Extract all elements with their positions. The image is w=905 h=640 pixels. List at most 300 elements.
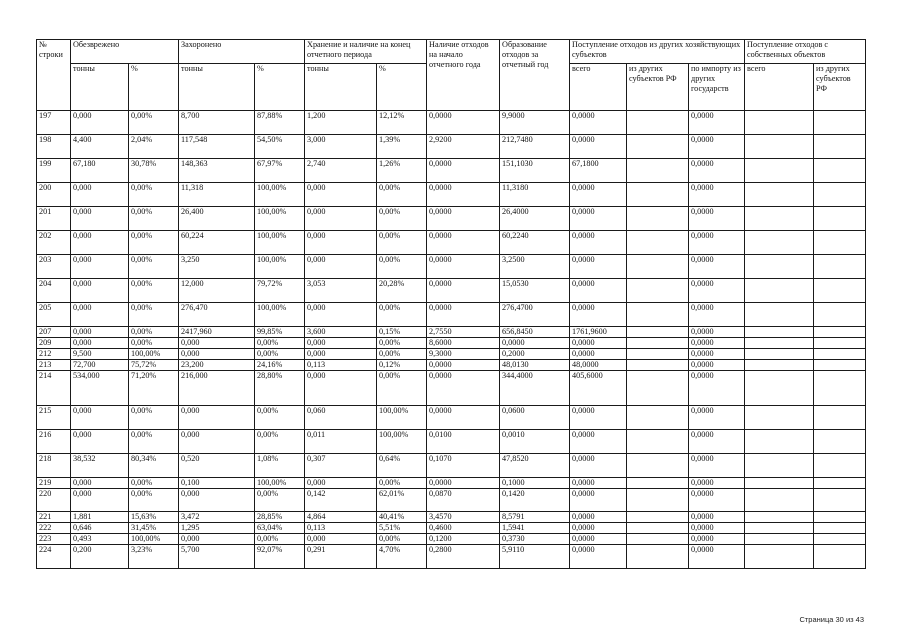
table-cell (745, 349, 814, 360)
table-cell: 0,0000 (427, 111, 500, 135)
table-cell: 0,000 (305, 478, 377, 489)
table-cell: 0,1000 (500, 478, 570, 489)
table-cell (627, 111, 689, 135)
table-cell (745, 534, 814, 545)
table-row (37, 478, 866, 489)
table-cell (814, 349, 866, 360)
table-row (37, 523, 866, 534)
table-cell: 0,0000 (427, 303, 500, 327)
table-cell: 0,3730 (500, 534, 570, 545)
table-cell: 0,0010 (500, 430, 570, 454)
row-number-cell: 219 (37, 478, 71, 489)
table-cell (745, 135, 814, 159)
table-cell: 0,0000 (427, 279, 500, 303)
table-cell: 0,000 (179, 534, 255, 545)
table-cell: 0,00% (129, 111, 179, 135)
table-cell (745, 231, 814, 255)
table-cell: 148,363 (179, 159, 255, 183)
table-cell: 5,51% (377, 523, 427, 534)
table-cell: 100,00% (255, 303, 305, 327)
table-cell: 0,000 (305, 255, 377, 279)
table-cell: 0,0000 (689, 512, 745, 523)
table-cell: 656,8450 (500, 327, 570, 338)
table-cell: 216,000 (179, 371, 255, 406)
table-cell (814, 135, 866, 159)
table-cell: 0,000 (71, 303, 129, 327)
table-cell: 0,291 (305, 545, 377, 569)
table-cell: 405,6000 (570, 371, 627, 406)
table-cell (814, 430, 866, 454)
table-cell (814, 207, 866, 231)
table-cell (745, 111, 814, 135)
table-cell: 0,0000 (427, 159, 500, 183)
table-cell: 0,0000 (689, 545, 745, 569)
table-cell (814, 303, 866, 327)
table-cell: 0,00% (129, 430, 179, 454)
table-cell: 0,0000 (570, 111, 627, 135)
row-number-cell: 215 (37, 406, 71, 430)
row-number-cell: 202 (37, 231, 71, 255)
header-neutralized-tonnes: тонны (71, 64, 129, 111)
table-cell: 0,0000 (689, 489, 745, 512)
header-neutralized-percent: % (129, 64, 179, 111)
table-cell (627, 338, 689, 349)
table-cell: 276,470 (179, 303, 255, 327)
table-cell: 0,00% (255, 534, 305, 545)
table-cell: 0,00% (129, 279, 179, 303)
table-cell: 0,1420 (500, 489, 570, 512)
table-cell: 100,00% (129, 349, 179, 360)
table-row (37, 327, 866, 338)
table-cell (745, 327, 814, 338)
table-cell (627, 406, 689, 430)
table-cell: 100,00% (255, 478, 305, 489)
table-cell: 28,80% (255, 371, 305, 406)
table-cell: 0,0000 (427, 183, 500, 207)
table-cell: 0,0000 (570, 478, 627, 489)
table-cell: 0,00% (255, 430, 305, 454)
row-number-cell: 201 (37, 207, 71, 231)
table-cell: 67,97% (255, 159, 305, 183)
table-cell: 0,0000 (689, 478, 745, 489)
table-cell (814, 279, 866, 303)
table-cell: 79,72% (255, 279, 305, 303)
table-cell: 0,000 (71, 279, 129, 303)
table-cell (627, 159, 689, 183)
table-cell: 0,0000 (689, 183, 745, 207)
table-cell (627, 454, 689, 478)
table-cell: 0,64% (377, 454, 427, 478)
header-receipt-own: Поступление отходов с собственных объектов (745, 40, 866, 64)
table-row (37, 430, 866, 454)
table-cell: 0,0000 (570, 303, 627, 327)
header-start: Наличие отходов на начало отчетного года (427, 40, 500, 111)
table-cell (627, 534, 689, 545)
table-cell: 100,00% (129, 534, 179, 545)
table-cell: 0,00% (129, 207, 179, 231)
table-cell: 0,000 (71, 478, 129, 489)
table-cell (814, 478, 866, 489)
table-cell: 0,1200 (427, 534, 500, 545)
table-cell: 3,2500 (500, 255, 570, 279)
table-cell: 9,3000 (427, 349, 500, 360)
table-cell: 23,200 (179, 360, 255, 371)
table-row (37, 255, 866, 279)
table-cell: 0,00% (377, 303, 427, 327)
table-cell: 67,180 (71, 159, 129, 183)
table-cell: 0,0000 (570, 338, 627, 349)
table-row (37, 207, 866, 231)
table-cell (814, 371, 866, 406)
table-cell: 8,700 (179, 111, 255, 135)
table-cell (814, 489, 866, 512)
table-cell: 3,000 (305, 135, 377, 159)
table-cell: 100,00% (255, 207, 305, 231)
row-number-cell: 204 (37, 279, 71, 303)
table-cell: 0,113 (305, 360, 377, 371)
table-cell: 0,00% (255, 406, 305, 430)
table-cell: 0,000 (179, 406, 255, 430)
table-cell: 9,500 (71, 349, 129, 360)
header-receipt-total: всего (570, 64, 627, 111)
table-cell: 0,0000 (427, 231, 500, 255)
table-cell: 0,1070 (427, 454, 500, 478)
row-number-cell: 214 (37, 371, 71, 406)
table-cell: 276,4700 (500, 303, 570, 327)
table-cell: 0,0000 (689, 360, 745, 371)
table-cell (627, 430, 689, 454)
table-cell: 0,0000 (570, 489, 627, 512)
table-cell: 0,100 (179, 478, 255, 489)
table-cell: 3,4570 (427, 512, 500, 523)
row-number-cell: 213 (37, 360, 71, 371)
table-row (37, 183, 866, 207)
table-cell: 0,520 (179, 454, 255, 478)
table-cell: 100,00% (377, 406, 427, 430)
table-cell: 0,0000 (427, 207, 500, 231)
table-cell: 0,0000 (570, 430, 627, 454)
table-cell (814, 406, 866, 430)
table-cell (814, 534, 866, 545)
header-row-no: № строки (37, 40, 71, 111)
table-row (37, 303, 866, 327)
table-cell (814, 512, 866, 523)
table-cell: 0,0000 (427, 406, 500, 430)
row-number-cell: 198 (37, 135, 71, 159)
table-cell: 0,00% (377, 207, 427, 231)
table-cell: 0,000 (305, 183, 377, 207)
table-cell (745, 430, 814, 454)
table-cell (745, 183, 814, 207)
table-cell: 87,88% (255, 111, 305, 135)
table-cell: 0,000 (71, 406, 129, 430)
row-number-cell: 218 (37, 454, 71, 478)
table-cell: 0,0000 (689, 454, 745, 478)
table-cell (745, 371, 814, 406)
table-cell (627, 360, 689, 371)
table-cell: 0,0000 (689, 534, 745, 545)
row-number-cell: 216 (37, 430, 71, 454)
table-cell: 15,0530 (500, 279, 570, 303)
table-cell: 0,0000 (570, 279, 627, 303)
table-row (37, 349, 866, 360)
table-cell: 344,4000 (500, 371, 570, 406)
table-cell: 9,9000 (500, 111, 570, 135)
header-storage-tonnes: тонны (305, 64, 377, 111)
row-number-cell: 209 (37, 338, 71, 349)
table-cell: 0,0000 (570, 406, 627, 430)
table-cell: 0,0000 (427, 478, 500, 489)
table-cell: 0,0000 (570, 255, 627, 279)
table-cell (745, 360, 814, 371)
table-cell: 0,000 (305, 371, 377, 406)
table-cell: 0,0000 (689, 135, 745, 159)
table-cell: 0,000 (305, 207, 377, 231)
row-number-cell: 223 (37, 534, 71, 545)
table-cell (814, 327, 866, 338)
table-cell: 0,0000 (689, 406, 745, 430)
table-cell: 2,7550 (427, 327, 500, 338)
table-cell: 48,0130 (500, 360, 570, 371)
table-cell: 2417,960 (179, 327, 255, 338)
table-cell: 0,00% (255, 349, 305, 360)
table-row (37, 360, 866, 371)
table-cell: 0,00% (377, 349, 427, 360)
page-number: Страница 30 из 43 (799, 615, 864, 624)
table-cell: 0,00% (377, 255, 427, 279)
table-cell: 0,000 (179, 338, 255, 349)
table-row (37, 279, 866, 303)
row-number-cell: 220 (37, 489, 71, 512)
table-cell (745, 255, 814, 279)
table-cell: 0,0000 (427, 360, 500, 371)
table-cell (627, 327, 689, 338)
table-cell: 1761,9600 (570, 327, 627, 338)
table-cell: 0,0000 (500, 338, 570, 349)
table-cell (627, 478, 689, 489)
header-neutralized: Обезврежено (71, 40, 179, 64)
row-number-cell: 222 (37, 523, 71, 534)
table-cell: 100,00% (255, 183, 305, 207)
table-cell (745, 545, 814, 569)
table-cell: 26,4000 (500, 207, 570, 231)
table-cell: 60,2240 (500, 231, 570, 255)
table-cell: 0,0000 (427, 371, 500, 406)
table-cell: 0,000 (71, 430, 129, 454)
table-cell: 0,00% (129, 478, 179, 489)
table-cell: 0,000 (71, 338, 129, 349)
table-cell: 12,000 (179, 279, 255, 303)
table-cell: 0,000 (71, 183, 129, 207)
table-cell (814, 255, 866, 279)
table-cell: 60,224 (179, 231, 255, 255)
table-cell (814, 545, 866, 569)
row-number-cell: 197 (37, 111, 71, 135)
table-cell: 0,0000 (689, 303, 745, 327)
table-cell: 15,63% (129, 512, 179, 523)
table-cell: 0,000 (179, 489, 255, 512)
table-cell: 0,00% (377, 478, 427, 489)
table-cell: 1,5941 (500, 523, 570, 534)
table-cell: 0,00% (255, 489, 305, 512)
table-cell: 0,0000 (427, 255, 500, 279)
header-receipt-import: по импорту из других государств (689, 64, 745, 111)
table-cell: 0,0000 (570, 207, 627, 231)
table-cell: 75,72% (129, 360, 179, 371)
table-cell: 0,0000 (570, 135, 627, 159)
table-cell: 1,39% (377, 135, 427, 159)
header-buried-tonnes: тонны (179, 64, 255, 111)
table-cell: 28,85% (255, 512, 305, 523)
table-cell (627, 523, 689, 534)
table-cell (814, 523, 866, 534)
table-cell: 12,12% (377, 111, 427, 135)
table-cell: 3,472 (179, 512, 255, 523)
table-cell: 0,000 (305, 338, 377, 349)
table-cell: 0,00% (129, 303, 179, 327)
table-cell: 0,0000 (570, 534, 627, 545)
table-body (37, 111, 866, 569)
table-cell: 0,0000 (689, 279, 745, 303)
table-cell: 534,000 (71, 371, 129, 406)
table-cell: 0,142 (305, 489, 377, 512)
table-cell: 0,0000 (689, 327, 745, 338)
table-cell: 0,0000 (689, 338, 745, 349)
table-cell (745, 406, 814, 430)
table-cell: 71,20% (129, 371, 179, 406)
table-cell: 40,41% (377, 512, 427, 523)
table-cell: 0,0000 (570, 454, 627, 478)
header-storage: Хранение и наличие на конец отчетного периода (305, 40, 427, 64)
table-cell: 151,1030 (500, 159, 570, 183)
header-row-top (37, 40, 866, 64)
table-cell: 0,00% (129, 255, 179, 279)
table-cell: 11,318 (179, 183, 255, 207)
table-cell: 2,04% (129, 135, 179, 159)
table-cell (814, 338, 866, 349)
table-cell: 0,0000 (689, 255, 745, 279)
table-row (37, 338, 866, 349)
table-cell: 0,00% (377, 534, 427, 545)
row-number-cell: 200 (37, 183, 71, 207)
table-cell: 100,00% (377, 430, 427, 454)
table-cell: 92,07% (255, 545, 305, 569)
table-cell: 0,493 (71, 534, 129, 545)
table-cell (814, 159, 866, 183)
table-cell: 0,0000 (689, 430, 745, 454)
table-cell (627, 349, 689, 360)
table-cell (745, 478, 814, 489)
table-cell: 0,000 (305, 231, 377, 255)
table-cell (627, 183, 689, 207)
table-cell: 0,000 (71, 489, 129, 512)
table-cell: 0,0000 (689, 349, 745, 360)
table-cell: 0,00% (377, 338, 427, 349)
table-cell: 20,28% (377, 279, 427, 303)
row-number-cell: 203 (37, 255, 71, 279)
table-cell (814, 231, 866, 255)
table-cell: 0,000 (71, 111, 129, 135)
header-storage-percent: % (377, 64, 427, 111)
table-cell: 80,34% (129, 454, 179, 478)
header-own-total: всего (745, 64, 814, 111)
table-cell: 0,000 (305, 303, 377, 327)
table-cell (627, 231, 689, 255)
table-cell (745, 279, 814, 303)
table-cell: 3,600 (305, 327, 377, 338)
table-row (37, 371, 866, 406)
table-cell: 3,053 (305, 279, 377, 303)
table-cell (745, 159, 814, 183)
table-cell (627, 371, 689, 406)
table-cell: 0,12% (377, 360, 427, 371)
table-cell: 0,0000 (689, 207, 745, 231)
table-cell: 100,00% (255, 255, 305, 279)
table-cell: 0,00% (129, 489, 179, 512)
table-cell: 0,0000 (570, 183, 627, 207)
table-cell (745, 303, 814, 327)
table-cell: 0,0000 (570, 545, 627, 569)
row-number-cell: 207 (37, 327, 71, 338)
table-cell: 1,26% (377, 159, 427, 183)
table-cell (745, 512, 814, 523)
table-cell: 11,3180 (500, 183, 570, 207)
table-cell: 0,00% (129, 338, 179, 349)
table-cell: 24,16% (255, 360, 305, 371)
table-cell (814, 111, 866, 135)
table-cell: 0,000 (71, 327, 129, 338)
table-cell (627, 303, 689, 327)
table-cell: 0,2800 (427, 545, 500, 569)
table-cell: 0,000 (179, 430, 255, 454)
table-cell: 100,00% (255, 231, 305, 255)
table-cell: 0,00% (129, 406, 179, 430)
table-cell (627, 489, 689, 512)
table-cell: 0,307 (305, 454, 377, 478)
table-cell: 117,548 (179, 135, 255, 159)
table-row (37, 231, 866, 255)
table-cell: 0,0000 (689, 159, 745, 183)
table-cell: 2,740 (305, 159, 377, 183)
table-cell: 67,1800 (570, 159, 627, 183)
table-cell: 0,000 (179, 349, 255, 360)
table-cell: 0,00% (255, 338, 305, 349)
table-cell: 8,6000 (427, 338, 500, 349)
row-number-cell: 199 (37, 159, 71, 183)
table-cell (627, 545, 689, 569)
header-buried: Захоронено (179, 40, 305, 64)
table-cell: 0,000 (305, 534, 377, 545)
table-cell (745, 454, 814, 478)
table-cell: 212,7480 (500, 135, 570, 159)
table-cell: 0,15% (377, 327, 427, 338)
table-cell (814, 360, 866, 371)
waste-report-table (36, 39, 866, 569)
table-cell: 30,78% (129, 159, 179, 183)
table-row (37, 512, 866, 523)
table-cell: 5,9110 (500, 545, 570, 569)
header-formation: Образование отходов за отчетный год (500, 40, 570, 111)
table-cell: 26,400 (179, 207, 255, 231)
table-cell: 47,8520 (500, 454, 570, 478)
table-cell: 99,85% (255, 327, 305, 338)
header-buried-percent: % (255, 64, 305, 111)
table-cell: 54,50% (255, 135, 305, 159)
table-cell: 62,01% (377, 489, 427, 512)
table-cell: 0,000 (71, 231, 129, 255)
table-row (37, 489, 866, 512)
table-row (37, 454, 866, 478)
